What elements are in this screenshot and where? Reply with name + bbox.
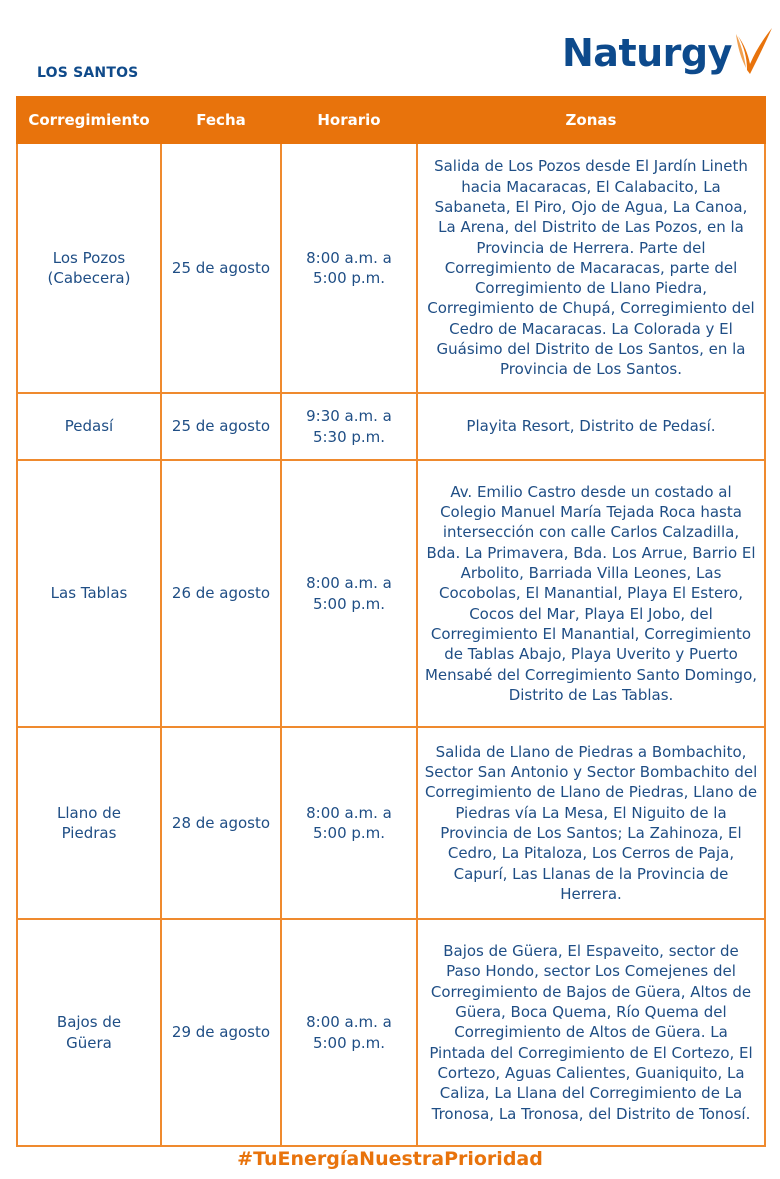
- column-header-fecha: Fecha: [161, 97, 281, 143]
- cell-zonas: Salida de Llano de Piedras a Bombachito, Sector San Antonio y Sector Bombachito del Corregimiento de Llano de Piedras, Llano de Piedras vía La Mesa, El Niguito de la Provincia de Los Santos; La Zahinoza, El Cedro, La Pitaloza, Los Cerros de Paja, Capurí, Las Llanas de la Provincia de Herrera.: [417, 727, 765, 919]
- table-row: [17, 727, 765, 919]
- cell-zonas: Av. Emilio Castro desde un costado al Colegio Manuel María Tejada Roca hasta intersección con calle Carlos Calzadilla, Bda. La Primavera, Bda. Los Arrue, Barrio El Arbolito, Barriada Villa Leones, Las Cocobolas, El Manantial, Playa El Estero, Cocos del Mar, Playa El Jobo, del Corregimiento El Manantial, Corregimiento de Tablas Abajo, Playa Uverito y Puerto Mensabé del Corregimiento Santo Domingo, Distrito de Las Tablas.: [417, 460, 765, 727]
- butterfly-logo-icon: [734, 24, 774, 84]
- cell-horario: 8:00 a.m. a 5:00 p.m.: [281, 727, 417, 919]
- cell-corregimiento: Las Tablas: [17, 460, 161, 727]
- cell-horario: 8:00 a.m. a 5:00 p.m.: [281, 919, 417, 1146]
- schedule-table: [16, 96, 766, 1147]
- cell-zonas: Playita Resort, Distrito de Pedasí.: [417, 393, 765, 460]
- cell-fecha: 26 de agosto: [161, 460, 281, 727]
- cell-corregimiento: Pedasí: [17, 393, 161, 460]
- cell-fecha: 25 de agosto: [161, 393, 281, 460]
- table-row: [17, 460, 765, 727]
- table-header-row: [17, 97, 765, 143]
- cell-corregimiento: Los Pozos (Cabecera): [17, 143, 161, 393]
- cell-fecha: 29 de agosto: [161, 919, 281, 1146]
- cell-zonas: Salida de Los Pozos desde El Jardín Lineth hacia Macaracas, El Calabacito, La Sabaneta, El Piro, Ojo de Agua, La Canoa, La Arena, del Distrito de Las Pozos, en la Provincia de Herrera. Parte del Corregimiento de Macaracas, parte del Corregimiento de Llano Piedra, Corregimiento de Chupá, Corregimiento del Cedro de Macaracas. La Colorada y El Guásimo del Distrito de Los Santos, en la Provincia de Los Santos.: [417, 143, 765, 393]
- campaign-hashtag: #TuEnergíaNuestraPrioridad: [237, 1148, 543, 1170]
- cell-fecha: 25 de agosto: [161, 143, 281, 393]
- naturgy-logo: [562, 24, 774, 82]
- cell-horario: 8:00 a.m. a 5:00 p.m.: [281, 143, 417, 393]
- cell-horario: 8:00 a.m. a 5:00 p.m.: [281, 460, 417, 727]
- cell-zonas: Bajos de Güera, El Espaveito, sector de Paso Hondo, sector Los Comejenes del Corregimiento de Bajos de Güera, Altos de Güera, Boca Quema, Río Quema del Corregimiento de Altos de Güera. La Pintada del Corregimiento de El Cortezo, El Cortezo, Aguas Calientes, Guaniquito, La Caliza, La Llana del Corregimiento de La Tronosa, La Tronosa, del Distrito de Tonosí.: [417, 919, 765, 1146]
- column-header-zonas: Zonas: [417, 97, 765, 143]
- table-row: [17, 919, 765, 1146]
- cell-corregimiento: Bajos de Güera: [17, 919, 161, 1146]
- region-title: LOS SANTOS: [37, 65, 139, 81]
- table-row: [17, 393, 765, 460]
- logo-wordmark: Naturgy: [562, 31, 732, 75]
- cell-fecha: 28 de agosto: [161, 727, 281, 919]
- cell-horario: 9:30 a.m. a 5:30 p.m.: [281, 393, 417, 460]
- column-header-horario: Horario: [281, 97, 417, 143]
- column-header-corregimiento: Corregimiento: [17, 97, 161, 143]
- cell-corregimiento: Llano de Piedras: [17, 727, 161, 919]
- table-row: [17, 143, 765, 393]
